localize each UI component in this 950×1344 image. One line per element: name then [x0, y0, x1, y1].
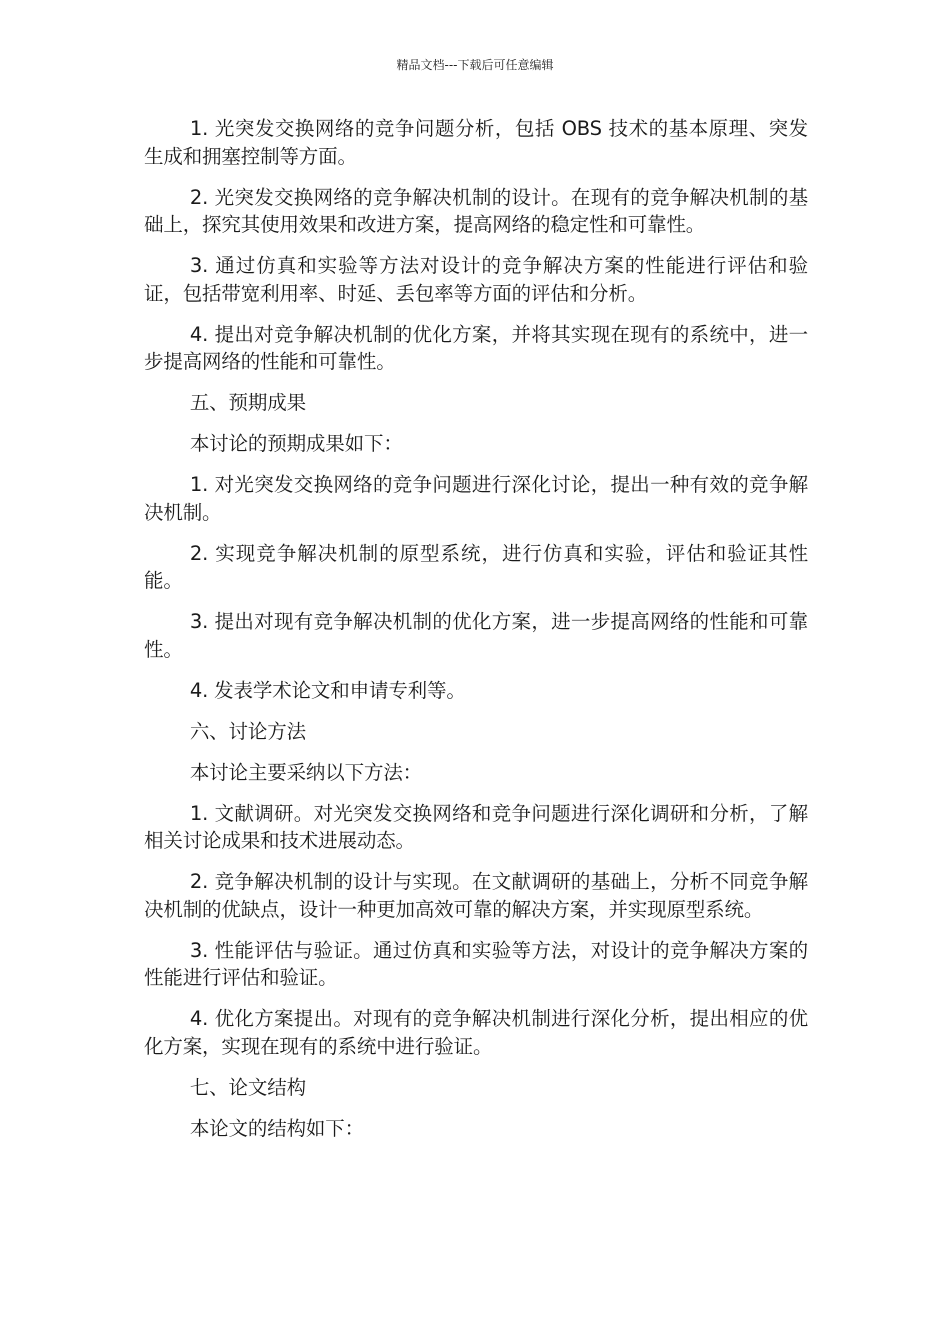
paragraph-method-4: 4. 优化方案提出。对现有的竞争解决机制进行深化分析，提出相应的优化方案，实现在现有的系统中进行验证。 [144, 1007, 808, 1058]
paragraph-expected-result-2: 2. 实现竞争解决机制的原型系统，进行仿真和实验，评估和验证其性能。 [144, 541, 808, 592]
paragraph-expected-results-intro: 本讨论的预期成果如下： [189, 432, 403, 455]
paragraph-expected-result-3: 3. 提出对现有竞争解决机制的优化方案，进一步提高网络的性能和可靠性。 [144, 610, 808, 661]
paragraph-method-2: 2. 竞争解决机制的设计与实现。在文献调研的基础上，分析不同竞争解决机制的优缺点，设计一种更加高效可靠的解决方案，并实现原型系统。 [144, 870, 808, 921]
paragraph-research-content-2: 2. 光突发交换网络的竞争解决机制的设计。在现有的竞争解决机制的基础上，探究其使用效果和改进方案，提高网络的稳定性和可靠性。 [144, 185, 808, 236]
paragraph-thesis-structure-intro: 本论文的结构如下： [189, 1116, 364, 1140]
section-heading-methods: 六、讨论方法 [189, 719, 306, 743]
paragraph-research-content-3: 3. 通过仿真和实验等方法对设计的竞争解决方案的性能进行评估和验证，包括带宽利用率、时延、丢包率等方面的评估和分析。 [144, 254, 808, 305]
paragraph-methods-intro: 本讨论主要采纳以下方法： [189, 760, 423, 784]
section-heading-thesis-structure: 七、论文结构 [189, 1075, 306, 1099]
page-header: 精品文档---下载后可任意编辑 [396, 58, 554, 72]
paragraph-expected-result-4: 4. 发表学术论文和申请专利等。 [189, 678, 466, 702]
document-body [144, 115, 808, 1156]
paragraph-research-content-1: 1. 光突发交换网络的竞争问题分析，包括 OBS 技术的基本原理、突发生成和拥塞控制等方面。 [144, 117, 808, 168]
section-heading-expected-results: 五、预期成果 [189, 391, 306, 414]
paragraph-research-content-4: 4. 提出对竞争解决机制的优化方案，并将其实现在现有的系统中，进一步提高网络的性能和可靠性。 [144, 322, 808, 373]
paragraph-method-3: 3. 性能评估与验证。通过仿真和实验等方法，对设计的竞争解决方案的性能进行评估和验证。 [144, 938, 808, 989]
paragraph-expected-result-1: 1. 对光突发交换网络的竞争问题进行深化讨论，提出一种有效的竞争解决机制。 [144, 473, 808, 524]
paragraph-method-1: 1. 文献调研。对光突发交换网络和竞争问题进行深化调研和分析，了解相关讨论成果和技术进展动态。 [144, 801, 808, 852]
